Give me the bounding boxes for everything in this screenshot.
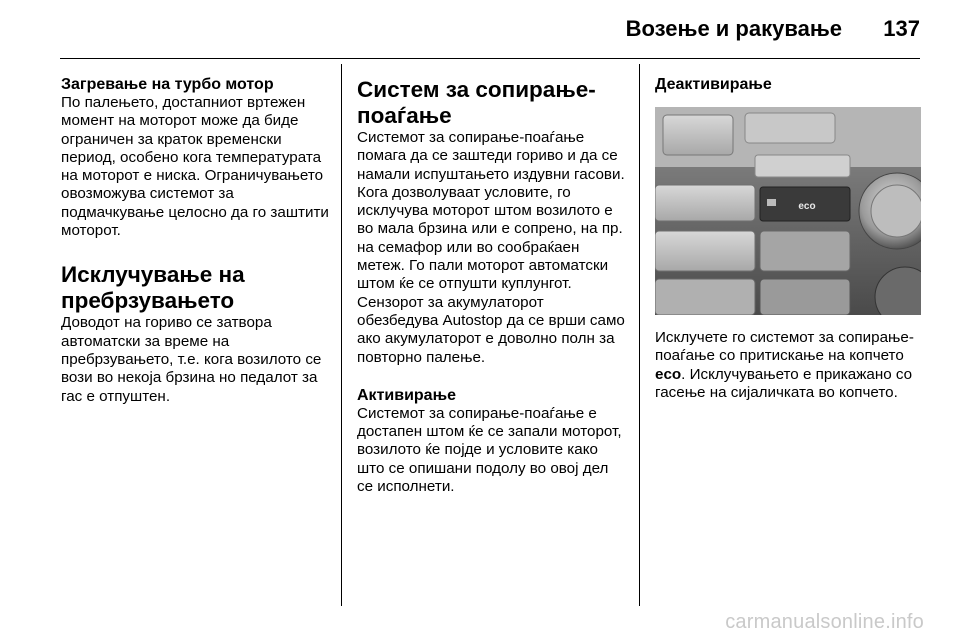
column-3 xyxy=(655,64,921,402)
paragraph-activation: Системот за сопирање-поаѓање е достапен штом ќе се запали моторот, возилото ќе појде и условите како што се опишани подолу во овој дел се исполнети. xyxy=(357,404,622,496)
paragraph-deactivation xyxy=(655,329,921,402)
running-title: Возење и ракување xyxy=(625,16,842,41)
eco-button-photo xyxy=(655,107,921,315)
column-2 xyxy=(357,64,627,496)
paragraph-stop-start-system: Системот за сопирање-поаѓање помага да се заштеди гориво и да се намали испуштањето издувни гасови. Кога дозволуваат условите, го исклучува моторот штом возилото е во мала брзина или е сопрено, на пр. на семафор или во сообраќаен метеж. Го пали моторот автоматски штом ќе се отпушти куплунгот. Сензорот за акумулаторот обезбедува Autostop да се врши само ако акумулаторот е доволно полн за повторно палење. xyxy=(357,129,625,366)
paragraph-turbo-warmup: По палењето, достапниот вртежен момент на моторот може да биде ограничен за краток временски период, особено кога температурата на моторот е ниска. Ограничувањето овозможува системот за подмачкување целосно да го заштити моторот. xyxy=(61,94,329,240)
eco-button-label: eco xyxy=(798,201,816,212)
header-divider xyxy=(60,58,920,59)
watermark: carmanualsonline.info xyxy=(725,611,924,633)
heading-overrun-cutoff: Исклучување на пребрзувањето xyxy=(61,262,245,314)
eco-button-reference: eco xyxy=(655,365,682,383)
page-header xyxy=(0,0,960,60)
column-1 xyxy=(61,64,333,406)
heading-turbo-warmup: Загревање на турбо мотор xyxy=(61,76,274,93)
column-divider-1 xyxy=(341,64,342,606)
deactivation-text-end: . Исклучувањето е прикажано со гасење на сијаличката во копчето. xyxy=(655,365,913,401)
heading-activation: Активирање xyxy=(357,386,456,404)
paragraph-overrun-cutoff: Доводот на гориво се затвора автоматски за време на пребрзувањето, т.е. кога возилото се вози во некоја брзина но педалот за гас е отпуштен. xyxy=(61,314,322,405)
heading-stop-start-system: Систем за сопирање-поаѓање xyxy=(357,77,596,128)
deactivation-text-start: Исклучете го системот за сопирање-поаѓање со притискање на копчето xyxy=(655,329,914,365)
heading-deactivation: Деактивирање xyxy=(655,76,772,93)
column-divider-2 xyxy=(639,64,640,606)
page-number: 137 xyxy=(883,16,920,41)
